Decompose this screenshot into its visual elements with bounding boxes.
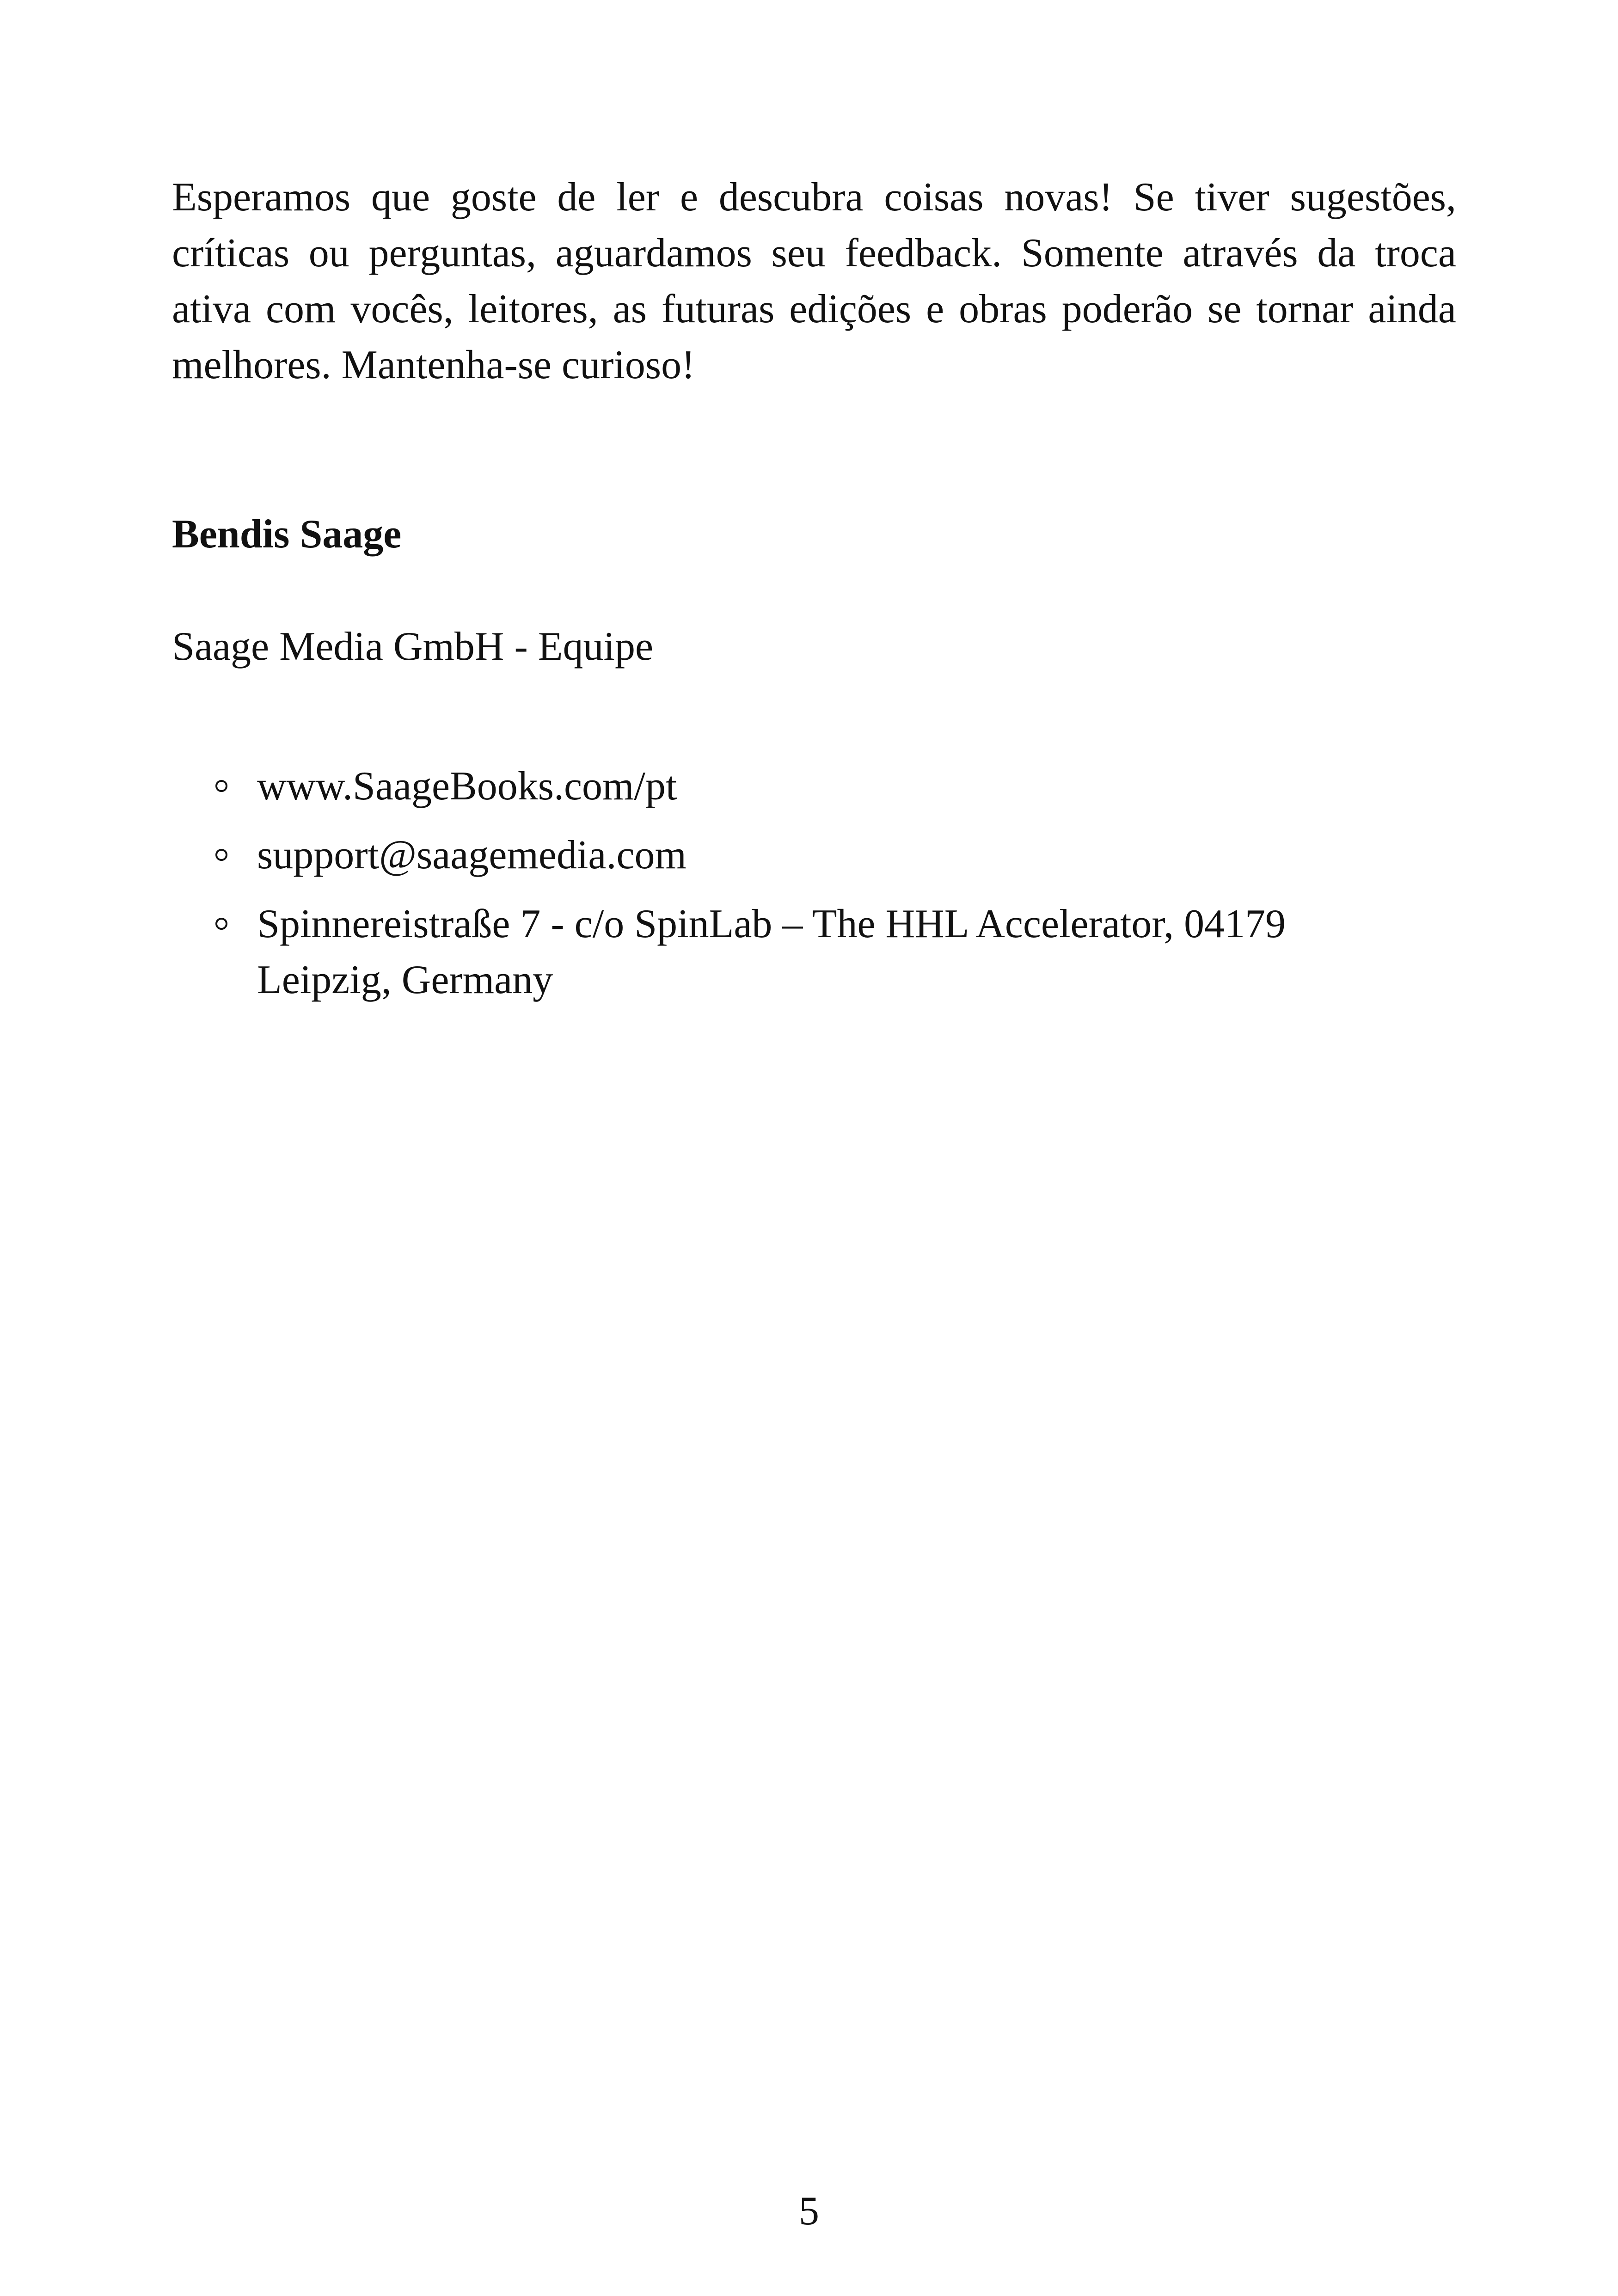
contact-item-email <box>215 827 1371 883</box>
circle-bullet-icon <box>215 918 227 930</box>
circle-bullet-icon <box>215 849 227 861</box>
circle-bullet-icon <box>215 780 227 792</box>
contact-list <box>215 758 1371 1021</box>
intro-paragraph: Esperamos que goste de ler e descubra coisas novas! Se tiver sugestões, críticas ou perguntas, aguardamos seu feedback. Somente através da troca ativa com vocês, leitores, as futuras edições e obras poderão se tornar ainda melhores. Mantenha-se curioso! <box>172 175 1456 387</box>
email-link[interactable]: support@saagemedia.com <box>257 833 686 878</box>
author-name: Bendis Saage <box>172 512 402 557</box>
website-link[interactable]: www.SaageBooks.com/pt <box>257 764 677 809</box>
contact-item-website <box>215 758 1371 814</box>
contact-item-address <box>215 896 1371 1008</box>
postal-address: Spinnereistraße 7 - c/o SpinLab – The HHL Accelerator, 04179 Leipzig, Germany <box>257 902 1286 1002</box>
team-name: Saage Media GmbH - Equipe <box>172 624 654 669</box>
page-number: 5 <box>799 2189 819 2234</box>
